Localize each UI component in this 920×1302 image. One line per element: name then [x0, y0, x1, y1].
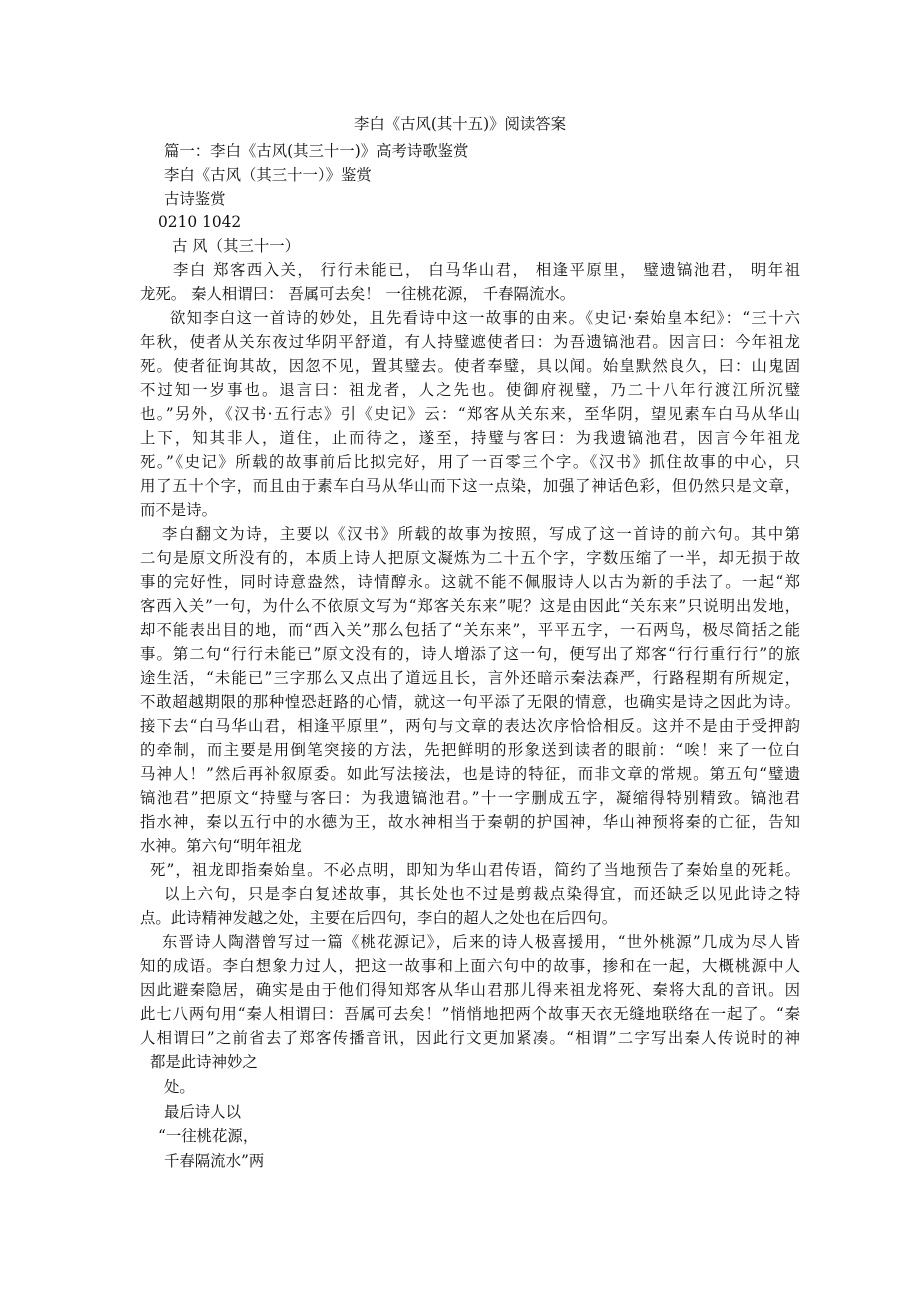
paragraph-line: 点。此诗精神发越之处，主要在后四句，李白的超人之处也在后四句。 — [140, 909, 618, 927]
document-title: 李白《古风(其十五)》阅读答案 — [353, 115, 567, 133]
paragraph-line: 途生活，“未能已”三字那么又点出了道远且长，言外还暗示秦法森严，行路程期有所规定， — [140, 669, 800, 687]
text-line: “一往桃花源， — [158, 1127, 259, 1145]
text-line: 处。 — [164, 1078, 195, 1096]
paragraph-line: 镐池君”把原文“持璧与客曰：为我遗镐池君。”十一字删成五字，凝缩得特别精致。镐池君 — [140, 789, 800, 807]
paragraph-line: 以上六句，只是李白复述故事，其长处也不过是剪裁点染得宜，而还缺乏以见此诗之特 — [164, 885, 800, 903]
text-line: 千春隔流水”两 — [164, 1152, 265, 1170]
paragraph-line: 知的成语。李白想象力过人，把这一故事和上面六句中的故事，掺和在一起，大概桃源中人 — [140, 957, 800, 975]
text-line: 0210 1042 — [158, 213, 242, 231]
paragraph-line: 接下去“白马华山君，相逢平原里”，两句与文章的表达次序恰恰相反。这并不是由于受押韵 — [140, 717, 800, 735]
paragraph-line: 也。”另外，《汉书·五行志》引《史记》云：“郑客从关东来，至华阴，望见素车白马从华山 — [140, 405, 800, 423]
text-line: 李白《古风（其三十一）》鉴赏 — [164, 166, 372, 184]
text-line: 古诗鉴赏 — [164, 190, 226, 208]
paragraph-line: 欲知李白这一首诗的妙处，且先看诗中这一故事的由来。《史记·秦始皇本纪》：“三十六 — [170, 309, 800, 327]
paragraph-line: 却不能表出目的地，而“西入关”那么包括了“关东来”，平平五字，一石两鸟，极尽简括之能 — [140, 621, 800, 639]
paragraph-line: 东晋诗人陶潜曾写过一篇《桃花源记》，后来的诗人极喜援用，“世外桃源”几成为尽人皆 — [162, 933, 800, 951]
paragraph-line: 死。”《史记》所载的故事前后比拟完好，用了一百零三个字。《汉书》抓住故事的中心，只 — [140, 453, 800, 471]
paragraph-line: 马神人！”然后再补叙原委。如此写法接法，也是诗的特征，而非文章的常规。第五句“璧遗 — [140, 765, 800, 783]
paragraph-line: 而不是诗。 — [140, 501, 217, 519]
paragraph-line: 上下，知其非人，道住，止而待之，遂至，持璧与客曰：为我遗镐池君，因言今年祖龙 — [140, 429, 800, 447]
paragraph-line: 人相谓曰”之前省去了郑客传播音讯，因此行文更加紧凑。“相谓”二字写出秦人传说时的神 — [140, 1029, 800, 1047]
paragraph-line: 事。第二句“行行未能已”原文没有的，诗人增添了这一句，便写出了郑客“行行重行行”的旅 — [140, 645, 800, 663]
poem-line: 李白 郑客西入关， 行行未能已， 白马华山君， 相逢平原里， 璧遗镐池君， 明年祖 — [173, 261, 800, 279]
paragraph-line: 事的完好性，同时诗意盎然，诗情醇永。这就不能不佩服诗人以古为新的手法了。一起“郑 — [140, 573, 800, 591]
paragraph-line: 不敢超越期限的那种惶恐赶路的心情，就这一句平添了无限的情意，也确实是诗之因此为诗。 — [140, 693, 800, 711]
paragraph-line: 指水神，秦以五行中的水德为王，故水神相当于秦朝的护国神，华山神预将秦的亡征，告知 — [140, 813, 800, 831]
paragraph-line: 都是此诗神妙之 — [150, 1053, 258, 1071]
paragraph-line: 用了五十个字，而且由于素车白马从华山而下这一点染，加强了神话色彩，但仍然只是文章， — [140, 477, 800, 495]
paragraph-line: 李白翻文为诗，主要以《汉书》所载的故事为按照，写成了这一首诗的前六句。其中第 — [162, 525, 800, 543]
paragraph-line: 年秋，使者从关东夜过华阴平舒道，有人持璧遮使者曰：为吾遗镐池君。因言曰：今年祖龙 — [140, 333, 800, 351]
paragraph-line: 死。使者征询其故，因忽不见，置其璧去。使者奉璧，具以闻。始皇默然良久，曰：山鬼固 — [140, 357, 800, 375]
paragraph-line: 死”，祖龙即指秦始皇。不必点明，即知为华山君传语，简约了当地预告了秦始皇的死耗。 — [150, 861, 800, 879]
paragraph-line: 的牵制，而主要是用倒笔突接的方法，先把鲜明的形象送到读者的眼前：“唉！来了一位白 — [140, 741, 800, 759]
paragraph-line: 此七八两句用“秦人相谓曰：吾属可去矣！”悄悄地把两个故事天衣无缝地联络在一起了。“秦 — [140, 1005, 800, 1023]
paragraph-line: 水神。第六句“明年祖龙 — [140, 837, 302, 855]
poem-title: 古 风（其三十一） — [172, 237, 301, 255]
paragraph-line: 因此避秦隐居，确实是由于他们得知郑客从华山君那儿得来祖龙将死、秦将大乱的音讯。因 — [140, 981, 800, 999]
text-line: 最后诗人以 — [164, 1103, 241, 1121]
paragraph-line: 客西入关”一句，为什么不依原文写为“郑客关东来”呢？这是由因此“关东来”只说明出发地， — [140, 597, 800, 615]
text-line: 篇一：李白《古风(其三十一)》高考诗歌鉴赏 — [164, 142, 469, 160]
paragraph-line: 二句是原文所没有的，本质上诗人把原文凝炼为二十五个字，字数压缩了一半，却无损于故 — [140, 549, 800, 567]
poem-line: 龙死。 秦人相谓曰： 吾属可去矣！ 一往桃花源， 千春隔流水。 — [140, 285, 576, 303]
paragraph-line: 不过知一岁事也。退言曰：祖龙者，人之先也。使御府视璧，乃二十八年行渡江所沉璧 — [140, 381, 800, 399]
